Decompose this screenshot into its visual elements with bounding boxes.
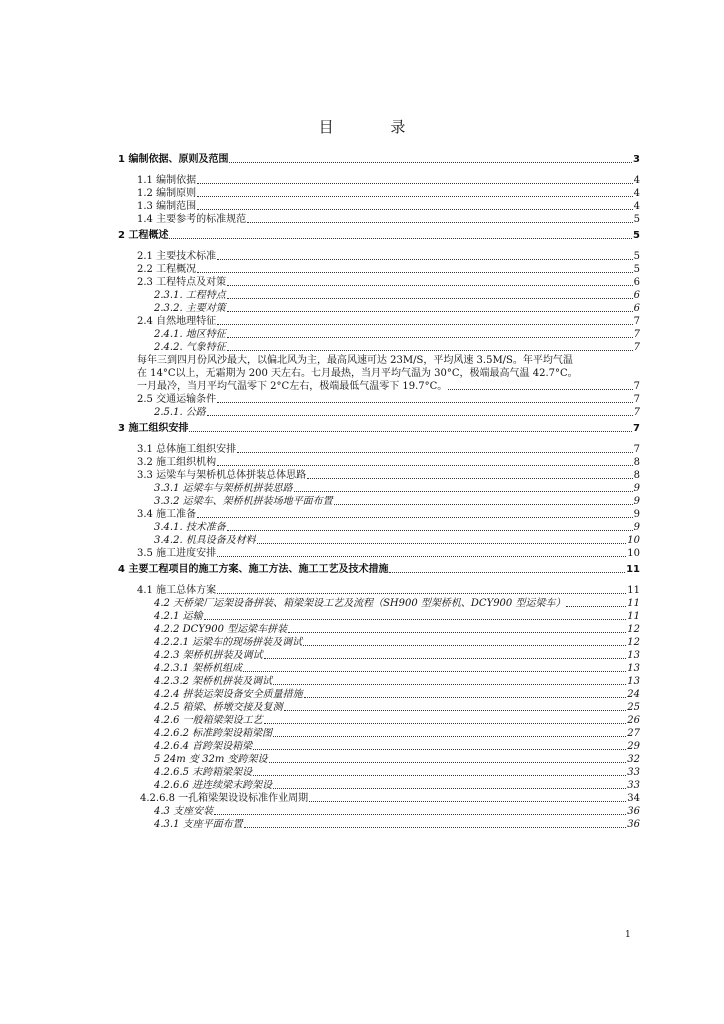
dot-leader	[247, 222, 633, 223]
dot-leader	[273, 736, 626, 737]
dot-leader	[304, 697, 627, 698]
dot-leader	[227, 311, 633, 312]
toc-entry-page: 8	[633, 470, 640, 481]
toc-entry-text: 2.5 交通运输条件	[137, 394, 217, 405]
toc-entry-text: 1.4 主要参考的标准规范	[137, 214, 247, 225]
toc-entry-page: 10	[627, 535, 640, 546]
toc-entry[interactable]	[118, 649, 640, 662]
toc-entry[interactable]	[118, 276, 640, 289]
toc-entry-page: 7	[633, 407, 640, 418]
toc-entry-page: 7	[633, 444, 640, 455]
dot-leader	[566, 606, 626, 607]
toc-entry-page: 25	[627, 702, 640, 713]
toc-entry-page: 7	[633, 329, 640, 340]
toc-entry-text: 2.4 自然地理特征	[137, 316, 217, 327]
toc-entry-page: 36	[627, 819, 640, 830]
toc-entry-text: 4.2 天桥梁厂运架设备拼装、箱梁架设工艺及流程（SH900 型架桥机、DCY900 型运梁车）	[154, 598, 566, 609]
toc-entry[interactable]	[118, 779, 640, 792]
toc-entry-page: 7	[633, 342, 640, 353]
toc-entry-text: 3.4.1. 技术准备	[154, 522, 226, 533]
toc-entry[interactable]	[118, 805, 640, 818]
toc-entry-page: 11	[626, 564, 640, 575]
toc-entry-page: 8	[633, 457, 640, 468]
dot-leader	[284, 710, 627, 711]
dot-leader	[227, 298, 633, 299]
dot-leader	[217, 556, 626, 557]
toc-entry-text: 1.1 编制依据	[137, 175, 197, 186]
toc-entry-page: 3	[633, 154, 640, 165]
toc-entry[interactable]	[118, 153, 640, 166]
toc-entry-page: 12	[627, 624, 640, 635]
dot-leader	[264, 658, 627, 659]
toc-entry-page: 5	[633, 230, 640, 241]
toc-entry-text: 1.2 编制原则	[137, 188, 197, 199]
toc-entry[interactable]	[118, 495, 640, 508]
toc-entry-page: 7	[633, 381, 640, 392]
toc-entry-page: 11	[627, 611, 640, 622]
toc-entry-page: 33	[627, 780, 640, 791]
table-of-contents	[118, 150, 640, 831]
toc-entry[interactable]	[118, 727, 640, 740]
toc-entry[interactable]	[118, 508, 640, 521]
toc-entry-text: 1.3 编制范围	[137, 201, 197, 212]
dot-leader	[217, 259, 633, 260]
toc-entry-page: 4	[633, 175, 640, 186]
toc-entry[interactable]	[118, 422, 640, 435]
dot-leader	[214, 814, 626, 815]
dot-leader	[244, 827, 627, 828]
toc-entry-page: 11	[627, 598, 640, 609]
toc-entry[interactable]	[118, 289, 640, 302]
toc-entry-page: 5	[633, 264, 640, 275]
toc-entry-page: 9	[633, 509, 640, 520]
toc-entry-text: 4.2.6.2 标准跨架设箱梁图	[154, 728, 273, 739]
toc-entry-page: 26	[627, 715, 640, 726]
dot-leader	[197, 209, 633, 210]
toc-entry-text: 2 工程概述	[118, 230, 169, 241]
toc-entry[interactable]	[118, 610, 640, 623]
dot-leader	[217, 402, 633, 403]
toc-entry-page: 36	[627, 806, 640, 817]
toc-entry[interactable]	[118, 328, 640, 341]
toc-entry-page: 6	[633, 290, 640, 301]
toc-entry-text: 3.3.2 运梁车、架桥机拼装场地平面布置	[154, 496, 333, 507]
dot-leader	[227, 530, 633, 531]
dot-leader	[217, 324, 633, 325]
toc-entry-text: 4.2.3 架桥机拼装及调试	[154, 650, 263, 661]
toc-entry[interactable]	[118, 229, 640, 242]
toc-entry-page: 11	[627, 585, 640, 596]
toc-entry-page: 13	[627, 676, 640, 687]
dot-leader	[197, 272, 633, 273]
toc-entry-page: 33	[627, 767, 640, 778]
dot-leader	[197, 196, 633, 197]
toc-entry-page: 13	[627, 650, 640, 661]
toc-paragraph-line: 在 14°C以上，无霜期为 200 天左右。七月最热，当月平均气温为 30°C，极端最高气温 42.7°C。	[137, 368, 578, 379]
toc-entry-text: 4.2.2.1 运梁车的现场拼装及调试	[154, 637, 303, 648]
toc-entry[interactable]	[118, 341, 640, 354]
toc-entry[interactable]	[118, 263, 640, 276]
toc-entry-text: 4.2.3.1 架桥机组成	[154, 663, 243, 674]
dot-leader	[307, 478, 633, 479]
toc-entry-page: 10	[627, 548, 640, 559]
toc-entry-text: 2.4.2. 气象特征	[154, 342, 226, 353]
dot-leader	[334, 504, 633, 505]
toc-entry[interactable]	[118, 213, 640, 226]
dot-leader	[273, 684, 626, 685]
toc-entry-text: 3.3 运梁车与架桥机总体拼装总体思路	[137, 470, 307, 481]
dot-leader	[189, 431, 632, 432]
toc-entry-page: 6	[633, 303, 640, 314]
toc-entry-text: 4.2.5 箱梁、桥墩交接及复测	[154, 702, 283, 713]
toc-entry-text: 3.1 总体施工组织安排	[137, 444, 237, 455]
toc-entry-text: 3.3.1 运梁车与架桥机拼装思路	[154, 483, 293, 494]
toc-entry-text: 2.5.1. 公路	[154, 407, 206, 418]
toc-entry-text: 4.2.6.8 一孔箱梁架设设标准作业周期	[140, 793, 309, 804]
toc-entry[interactable]	[118, 584, 640, 597]
dot-leader	[169, 238, 632, 239]
toc-entry-page: 9	[633, 483, 640, 494]
toc-entry[interactable]	[118, 623, 640, 636]
toc-entry[interactable]	[118, 675, 640, 688]
toc-entry[interactable]	[118, 393, 640, 406]
dot-leader	[253, 749, 626, 750]
toc-entry[interactable]	[118, 456, 640, 469]
toc-entry-page: 34	[627, 793, 640, 804]
toc-entry[interactable]	[118, 547, 640, 560]
toc-entry-page: 4	[633, 188, 640, 199]
toc-entry-text: 3.2 施工组织机构	[137, 457, 217, 468]
toc-entry-page: 12	[627, 637, 640, 648]
toc-entry-text: 4.2.2 DCY900 型运梁车拼装	[154, 624, 288, 635]
dot-leader	[269, 762, 627, 763]
dot-leader	[243, 671, 626, 672]
toc-entry-text: 4.2.6.4 首跨架设箱梁	[154, 741, 253, 752]
toc-entry[interactable]	[118, 766, 640, 779]
dot-leader	[303, 645, 626, 646]
toc-entry-text: 3.4 施工准备	[137, 509, 197, 520]
toc-entry-text: 一月最冷，当月平均气温零下 2°C左右，极端最低气温零下 19.7°C。	[137, 381, 448, 392]
dot-leader	[207, 415, 633, 416]
dot-leader	[309, 801, 626, 802]
toc-entry-page: 13	[627, 663, 640, 674]
toc-entry-text: 4.2.3.2 架桥机拼装及调试	[154, 676, 273, 687]
toc-entry-text: 3.4.2. 机具设备及材料	[154, 535, 256, 546]
dot-leader	[448, 389, 632, 390]
toc-entry-page: 27	[627, 728, 640, 739]
toc-entry-page: 7	[633, 394, 640, 405]
dot-leader	[237, 452, 633, 453]
toc-entry[interactable]	[118, 818, 640, 831]
dot-leader	[204, 619, 627, 620]
dot-leader	[389, 572, 625, 573]
toc-entry[interactable]	[118, 792, 640, 805]
toc-entry[interactable]	[118, 174, 640, 187]
dot-leader	[273, 788, 626, 789]
dot-leader	[227, 350, 633, 351]
toc-entry[interactable]	[118, 250, 640, 263]
toc-paragraph-last-line	[118, 380, 640, 393]
toc-entry[interactable]	[118, 534, 640, 547]
toc-entry-page: 5	[633, 251, 640, 262]
toc-entry-page: 7	[633, 423, 640, 434]
toc-entry-page: 9	[633, 522, 640, 533]
toc-entry[interactable]	[118, 406, 640, 419]
dot-leader	[257, 543, 626, 544]
toc-entry[interactable]	[118, 469, 640, 482]
dot-leader	[217, 593, 626, 594]
toc-entry[interactable]	[118, 315, 640, 328]
toc-entry[interactable]	[118, 636, 640, 649]
toc-entry-text: 3 施工组织安排	[118, 423, 189, 434]
toc-entry-page: 7	[633, 316, 640, 327]
dot-leader	[227, 285, 633, 286]
toc-entry-text: 3.5 施工进度安排	[137, 548, 217, 559]
toc-entry-page: 24	[627, 689, 640, 700]
toc-entry-text: 4.2.1 运输	[154, 611, 203, 622]
toc-entry-text: 2.2 工程概况	[137, 264, 197, 275]
toc-entry-text: 4.2.4 拼装运架设备安全质量措施	[154, 689, 303, 700]
toc-entry-text: 4.1 施工总体方案	[137, 585, 217, 596]
dot-leader	[294, 491, 633, 492]
dot-leader	[197, 183, 633, 184]
toc-entry-text: 4.3.1 支座平面布置	[154, 819, 243, 830]
toc-entry-text: 2.3.1. 工程特点	[154, 290, 226, 301]
toc-entry[interactable]	[118, 662, 640, 675]
toc-entry-text: 2.3 工程特点及对策	[137, 277, 227, 288]
toc-entry[interactable]	[118, 482, 640, 495]
toc-entry[interactable]	[118, 753, 640, 766]
dot-leader	[217, 465, 633, 466]
page-number: 1	[625, 930, 631, 940]
toc-entry[interactable]	[118, 714, 640, 727]
toc-entry-text: 4.2.6.5 末跨箱梁架设	[154, 767, 253, 778]
toc-entry[interactable]	[118, 187, 640, 200]
toc-entry[interactable]	[118, 200, 640, 213]
toc-entry-text: 1 编制依据、原则及范围	[118, 154, 229, 165]
dot-leader	[227, 337, 633, 338]
toc-entry-text: 2.4.1. 地区特征	[154, 329, 226, 340]
toc-title: 目 录	[318, 118, 432, 136]
toc-entry-page: 32	[627, 754, 640, 765]
toc-entry[interactable]	[118, 443, 640, 456]
toc-entry-page: 5	[633, 214, 640, 225]
toc-entry-text: 4.2.6.6 进连续梁末跨架设	[154, 780, 273, 791]
toc-entry-page: 4	[633, 201, 640, 212]
toc-entry[interactable]	[118, 597, 640, 610]
toc-entry-text: 4.3 支座安装	[154, 806, 214, 817]
dot-leader	[264, 723, 627, 724]
dot-leader	[197, 517, 633, 518]
toc-entry-text: 4.2.6 一般箱梁架设工艺	[154, 715, 263, 726]
toc-entry[interactable]	[118, 688, 640, 701]
toc-entry[interactable]	[118, 563, 640, 576]
dot-leader	[253, 775, 626, 776]
toc-entry-text: 4 主要工程项目的施工方案、施工方法、施工工艺及技术措施	[118, 564, 389, 575]
toc-entry-page: 9	[633, 496, 640, 507]
toc-entry[interactable]	[118, 302, 640, 315]
toc-entry-text: 5 24m 变 32m 变跨架设	[154, 754, 268, 765]
toc-entry-text: 2.3.2. 主要对策	[154, 303, 226, 314]
toc-entry-page: 29	[627, 741, 640, 752]
toc-entry-text: 2.1 主要技术标准	[137, 251, 217, 262]
toc-entry-page: 6	[633, 277, 640, 288]
dot-leader	[288, 632, 626, 633]
dot-leader	[229, 162, 632, 163]
toc-entry[interactable]	[118, 740, 640, 753]
toc-entry[interactable]	[118, 701, 640, 714]
toc-entry[interactable]	[118, 521, 640, 534]
toc-paragraph-line: 每年三到四月份风沙最大，以偏北风为主，最高风速可达 23M/S，平均风速 3.5M/S。年平均气温	[137, 355, 573, 366]
